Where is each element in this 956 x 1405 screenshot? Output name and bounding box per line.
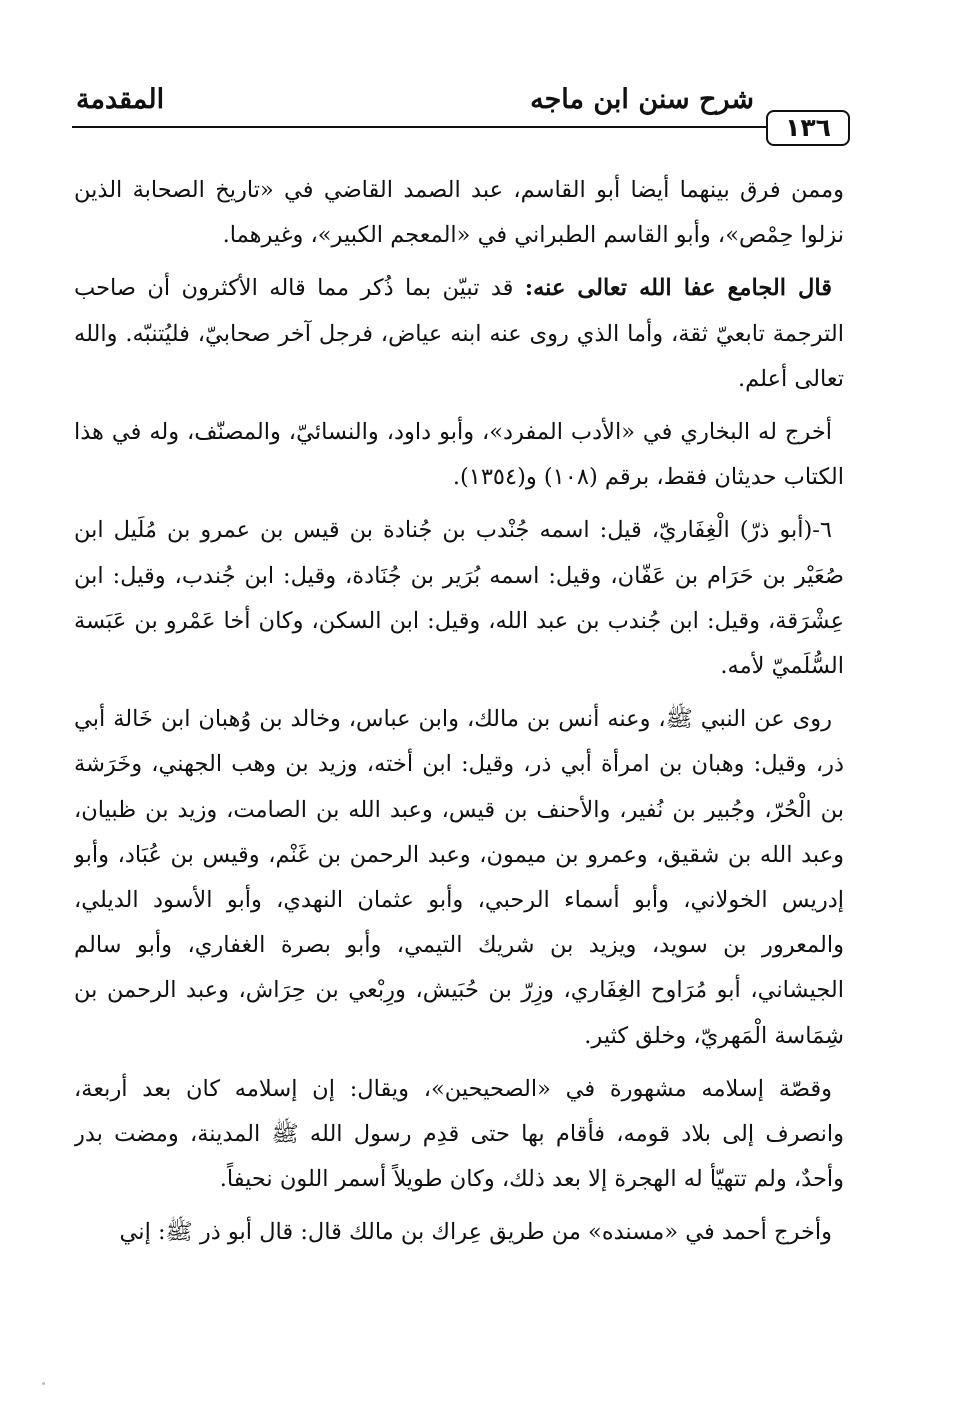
section-title: المقدمة (76, 84, 165, 115)
paragraph (74, 508, 844, 689)
paragraph (74, 1067, 844, 1203)
paragraph-text: روى عن النبي ﷺ، وعنه أنس بن مالك، وابن عباس، وخالد بن وُهبان ابن خَالة أبي ذر، وقيل: وهبان بن امرأة أبي ذر، وقيل: ابن أخته، وزيد بن وهب الجهني، وخَرَشة بن الْحُرّ، وجُبير بن نُفير، والأحنف بن قيس، وعبد الله بن الصامت، وزيد بن ظبيان، وعبد الله بن شقيق، وعمرو بن ميمون، وعبد الرحمن بن غَنْم، وقيس بن عُبَاد، وأبو إدريس الخولاني، وأبو أسماء الرحبي، وأبو عثمان النهدي، وأبو الأسود الديلي، والمعرور بن سويد، ويزيد بن شريك التيمي، وأبو بصرة الغفاري، وأبو سالم الجيشاني، أبو مُرَاوح الغِفَاري، وزِرّ بن حُبَيش، ورِبْعي بن حِرَاش، وعبد الرحمن بن شِمَاسة الْمَهريّ، وخلق كثير. (74, 706, 844, 1049)
body-text (74, 168, 844, 1338)
page-header (72, 80, 850, 152)
header-rule (72, 126, 766, 128)
paragraph (74, 697, 844, 1059)
paragraph-text: وقصّة إسلامه مشهورة في «الصحيحين»، ويقال: إن إسلامه كان بعد أربعة، وانصرف إلى بلاد قومه، فأقام بها حتى قدِم رسول الله ﷺ المدينة، ومضت بدر وأحدٌ، ولم تتهيّأ له الهجرة إلا بعد ذلك، وكان طويلاً أسمر اللون نحيفاً. (74, 1075, 844, 1193)
paragraph-text: وأخرج أحمد في «مسنده» من طريق عِراك بن مالك قال: قال أبو ذر ﷺ: إني (119, 1219, 832, 1246)
paragraph-text: قد تبيّن بما ذُكر مما قاله الأكثرون أن صاحب الترجمة تابعيّ ثقة، وأما الذي روى عنه ابنه عياض، فرجل آخر صحابيّ، فليُتنبّه. والله تعالى أعلم. (74, 275, 844, 392)
paragraph-text: ٦-(أبو ذرّ) الْغِفَاريّ، قيل: اسمه جُنْدب بن جُنادة بن قيس بن عمرو بن مُلَيل ابن صُعَيْر بن حَرَام بن عَفّان، وقيل: اسمه بُرَير بن جُنَادة، وقيل: ابن جُندب، وقيل: ابن عِشْرَقة، وقيل: ابن جُندب بن عبد الله، وقيل: ابن السكن، وكان أخا عَمْرو بن عَبَسة السُّلَميّ لأمه. (74, 517, 844, 680)
paragraph-text: وممن فرق بينهما أيضا أبو القاسم، عبد الصمد القاضي في «تاريخ الصحابة الذين نزلوا حِمْص»، وأبو القاسم الطبراني في «المعجم الكبير»، وغيرهما. (74, 177, 844, 249)
paragraph-text: أخرج له البخاري في «الأدب المفرد»، وأبو داود، والنسائيّ، والمصنّف، وله في هذا الكتاب حديثان فقط، برقم (١٠٨) و(١٣٥٤). (74, 419, 844, 491)
scan-speck (42, 1382, 45, 1385)
paragraph-lead: قال الجامع عفا الله تعالى عنه: (524, 275, 832, 302)
book-title: شرح سنن ابن ماجه (530, 84, 754, 115)
paragraph (74, 1210, 844, 1255)
paragraph (74, 410, 844, 500)
page-number: ١٣٦ (766, 110, 850, 146)
paragraph (74, 266, 844, 402)
paragraph (74, 168, 844, 258)
